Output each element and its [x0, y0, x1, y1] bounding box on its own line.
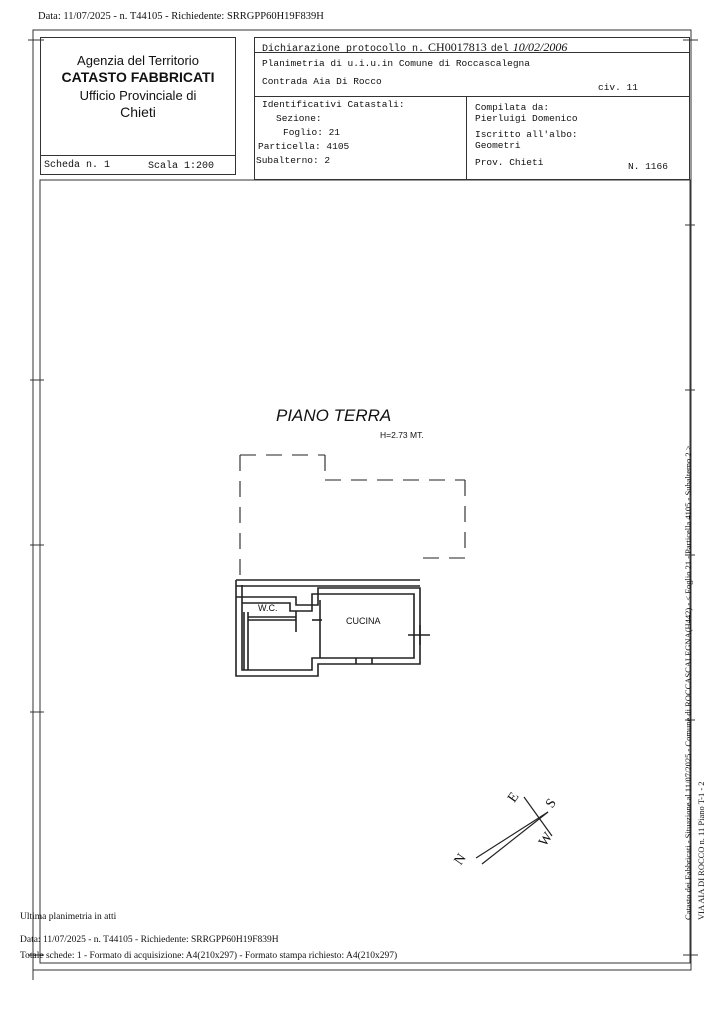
particella: Particella: 4105	[258, 141, 350, 152]
protocol-label: Dichiarazione protocollo n.	[262, 44, 425, 55]
albo-number: N. 1166	[628, 161, 668, 172]
room-cucina-label: CUCINA	[346, 616, 381, 626]
north-arrow	[476, 797, 552, 864]
content-frame	[40, 180, 690, 963]
compilata-name: Pierluigi Domenico	[475, 113, 578, 124]
footer-ultima: Ultima planimetria in atti	[20, 912, 117, 922]
floor-plan	[236, 455, 465, 676]
plan-title: PIANO TERRA	[276, 406, 392, 425]
sezione: Sezione:	[276, 113, 322, 124]
address: Contrada Aia Di Rocco	[262, 76, 382, 87]
scala-label: Scala 1:200	[148, 161, 215, 172]
side-text-1: Catasto dei Fabbricati - Situazione al 11/07/2025 - Comune di ROCCASCALEGNA(H442) - < Foglio 21 - Particella 4105 - Subalterno 2 >	[683, 445, 693, 920]
identificativi-title: Identificativi Catastali:	[262, 99, 405, 110]
room-wc-label: W.C.	[258, 603, 278, 613]
protocol-del: del	[490, 44, 509, 55]
sheet-frame	[33, 30, 691, 970]
compass-w: W	[536, 829, 557, 850]
plan-height: H=2.73 MT.	[380, 430, 424, 440]
footer-totale: Totale schede: 1 - Formato di acquisizione: A4(210x297) - Formato stampa richiesto: A4(210x297)	[20, 951, 398, 961]
side-text-2: VIA AIA DI ROCCO n. 11 Piano T-1 - 2	[696, 781, 706, 920]
agency-name: Agenzia del Territorio	[77, 53, 199, 68]
iscritto-label: Iscritto all'albo:	[475, 129, 578, 140]
city-name: Chieti	[120, 104, 156, 120]
scheda-label: Scheda n. 1	[44, 160, 111, 171]
civ-number: civ. 11	[598, 82, 638, 93]
compilata-label: Compilata da:	[475, 102, 550, 113]
top-stamp: Data: 11/07/2025 - n. T44105 - Richiedente: SRRGPP60H19F839H	[38, 11, 324, 22]
subalterno: Subalterno: 2	[256, 155, 331, 166]
compass-e: E	[505, 789, 523, 806]
foglio: Foglio: 21	[283, 127, 341, 138]
albo: Geometri	[475, 140, 521, 151]
protocol-number: CH0017813	[428, 40, 487, 54]
planimetria-title: Planimetria di u.i.u.in Comune di Roccascalegna	[262, 58, 530, 69]
ufficio-label: Ufficio Provinciale di	[79, 88, 197, 103]
protocol-date: 10/02/2006	[512, 40, 568, 54]
compass-s: S	[543, 796, 560, 812]
footer-data: Data: 11/07/2025 - n. T44105 - Richiedente: SRRGPP60H19F839H	[20, 935, 279, 945]
catasto-title: CATASTO FABBRICATI	[61, 69, 215, 85]
prov: Prov. Chieti	[475, 157, 544, 168]
compass-n: N	[451, 851, 470, 869]
